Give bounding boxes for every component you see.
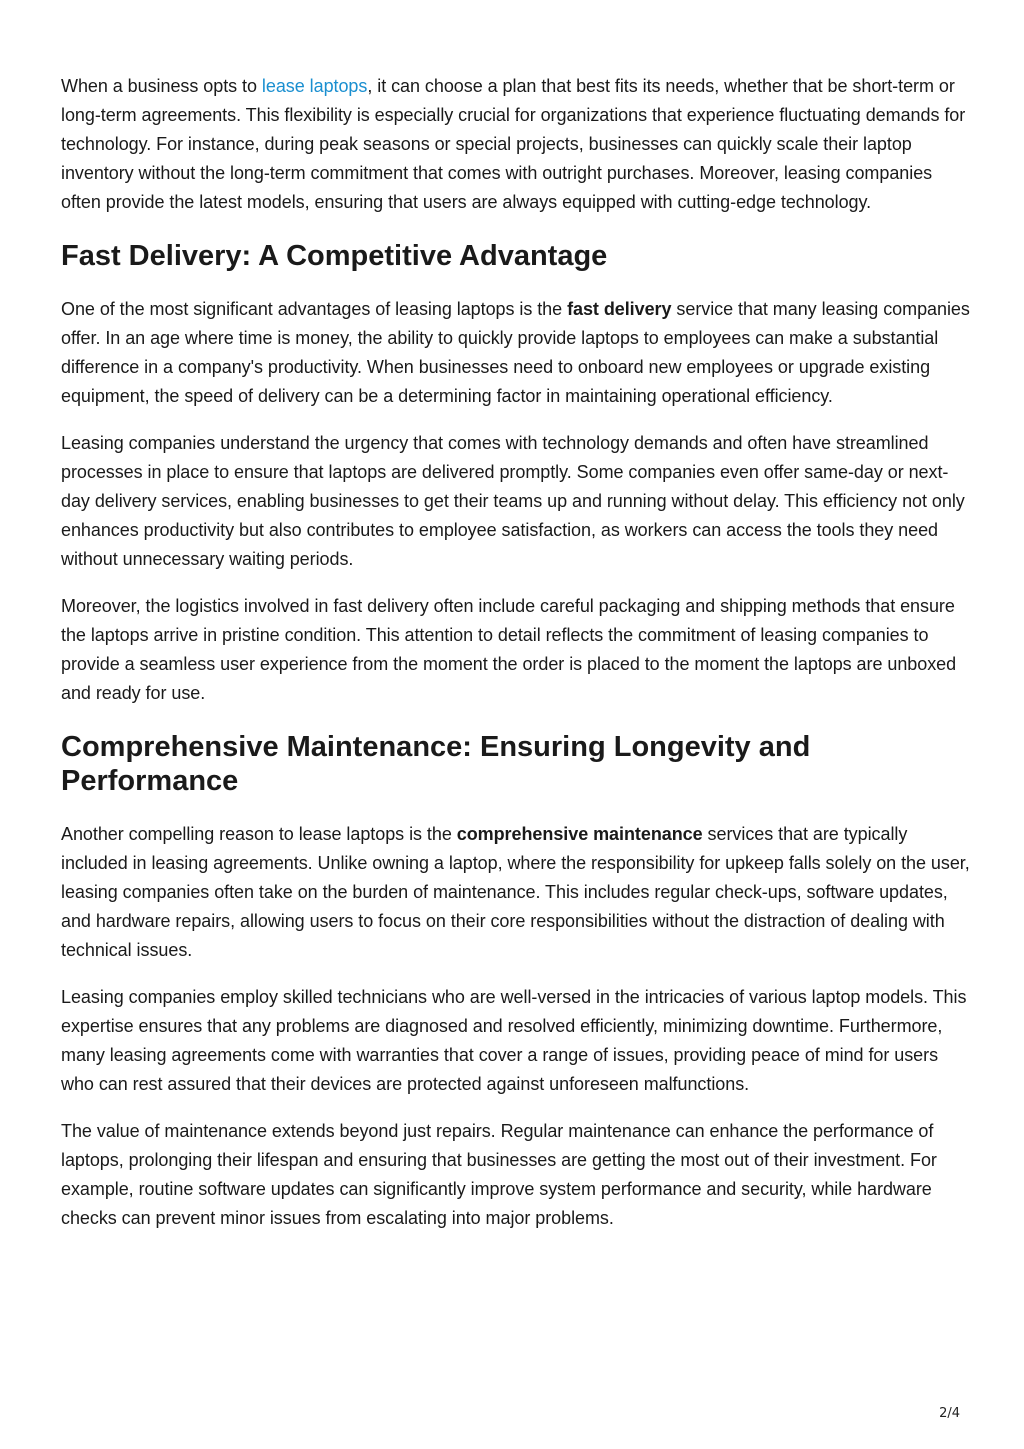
fast-delivery-paragraph-1 xyxy=(61,295,971,411)
maintenance-heading: Comprehensive Maintenance: Ensuring Longevity and Performance xyxy=(61,731,811,797)
maintenance-paragraph-1 xyxy=(61,820,971,965)
document-page xyxy=(61,72,971,1251)
intro-text-after-link: , it can choose a plan that best fits its needs, whether that be short-term or long-term agreements. This flexibility is especially crucial for organizations that experience fluctuating demands for technology. For instance, during peak seasons or special projects, businesses can quickly scale their laptop inventory without the long-term commitment that comes with outright purchases. Moreover, leasing companies often provide the latest models, ensuring that users are always equipped with cutting-edge technology. xyxy=(61,76,966,212)
maintenance-paragraph-2: Leasing companies employ skilled technicians who are well-versed in the intricacies of various laptop models. This expertise ensures that any problems are diagnosed and resolved efficiently, minimizing downtime. Furthermore, many leasing agreements come with warranties that cover a range of issues, providing peace of mind for users who can rest assured that their devices are protected against unforeseen malfunctions. xyxy=(61,987,967,1094)
lease-laptops-link[interactable]: lease laptops xyxy=(261,76,368,96)
intro-text-before-link: When a business opts to xyxy=(61,76,262,96)
maintenance-p1-before: Another compelling reason to lease laptops is the xyxy=(61,824,457,844)
intro-paragraph xyxy=(61,72,971,217)
maintenance-paragraph-3: The value of maintenance extends beyond just repairs. Regular maintenance can enhance the performance of laptops, prolonging their lifespan and ensuring that businesses are getting the most out of their investment. For example, routine software updates can significantly improve system performance and security, while hardware checks can prevent minor issues from escalating into major problems. xyxy=(61,1121,937,1228)
fast-delivery-heading: Fast Delivery: A Competitive Advantage xyxy=(61,240,608,272)
fast-delivery-p1-before: One of the most significant advantages of leasing laptops is the xyxy=(61,299,568,319)
page-number: 2/4 xyxy=(939,1406,960,1421)
fast-delivery-paragraph-2: Leasing companies understand the urgency that comes with technology demands and often have streamlined processes in place to ensure that laptops are delivered promptly. Some companies even offer same-day or next-day delivery services, enabling businesses to get their teams up and running without delay. This efficiency not only enhances productivity but also contributes to employee satisfaction, as workers can access the tools they need without unnecessary waiting periods. xyxy=(61,433,965,569)
fast-delivery-paragraph-3: Moreover, the logistics involved in fast delivery often include careful packaging and shipping methods that ensure the laptops arrive in pristine condition. This attention to detail reflects the commitment of leasing companies to provide a seamless user experience from the moment the order is placed to the moment the laptops are unboxed and ready for use. xyxy=(61,596,957,703)
fast-delivery-bold-term: fast delivery xyxy=(567,299,672,319)
fast-delivery-p1-after: service that many leasing companies offer. In an age where time is money, the ability to quickly provide laptops to employees can make a substantial difference in a company's productivity. When businesses need to onboard new employees or upgrade existing equipment, the speed of delivery can be a determining factor in maintaining operational efficiency. xyxy=(61,299,970,406)
maintenance-p1-after: services that are typically included in leasing agreements. Unlike owning a laptop, where the responsibility for upkeep falls solely on the user, leasing companies often take on the burden of maintenance. This includes regular check-ups, software updates, and hardware repairs, allowing users to focus on their core responsibilities without the distraction of dealing with technical issues. xyxy=(61,824,970,960)
maintenance-bold-term: comprehensive maintenance xyxy=(456,824,703,844)
